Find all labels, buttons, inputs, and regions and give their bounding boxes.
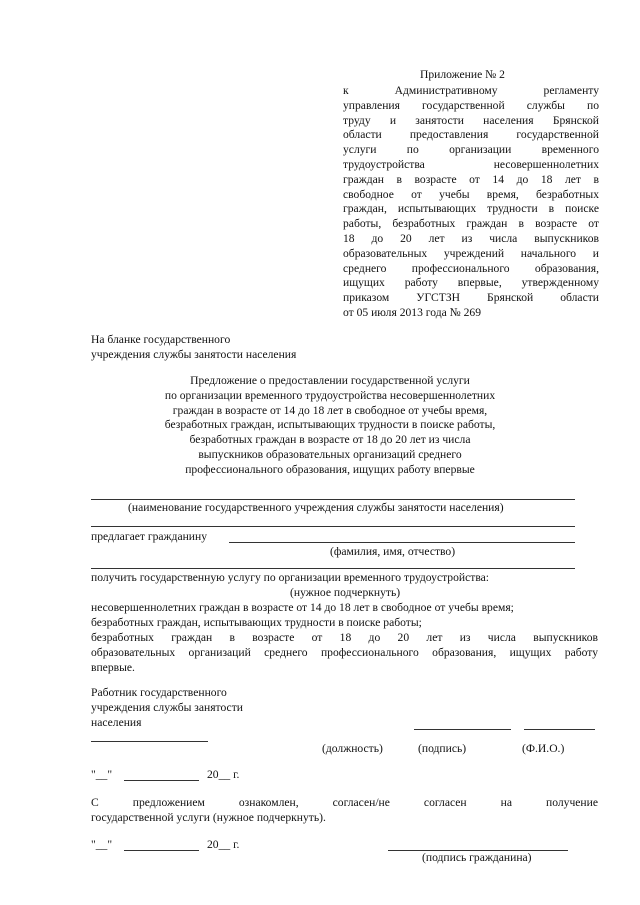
appendix-line: свободное от учебы время, безработных — [343, 187, 599, 201]
option-graduates[interactable] — [91, 631, 598, 675]
appendix-line: граждан, испытывающих трудности в поиске — [343, 202, 599, 216]
appendix-line: 18 до 20 лет из числа выпускников — [343, 231, 599, 245]
appendix-line: граждан в возрасте от 14 до 18 лет в — [343, 172, 599, 186]
worker-label-line: населения — [91, 716, 142, 729]
worker-position-field[interactable] — [91, 741, 208, 742]
letterhead-line: На бланке государственного — [91, 333, 231, 346]
worker-signature-field[interactable] — [414, 729, 511, 730]
appendix-line: труду и занятости населения Брянской — [343, 113, 599, 127]
appendix-line: к Административному регламенту — [343, 84, 599, 97]
appendix-line: работы, безработных граждан в возрасте от — [343, 217, 599, 231]
date2-year[interactable]: 20__ г. — [207, 838, 240, 851]
proposal-title-line: выпускников образовательных организаций среднего — [198, 447, 462, 461]
appendix-text — [343, 84, 599, 321]
institution-caption: (наименование государственного учреждения службы занятости населения) — [128, 501, 504, 514]
letterhead-note — [91, 333, 351, 363]
option-graduates-line: образовательных организаций среднего профессионального образования, ищущих работу — [91, 645, 598, 659]
proposal-title-line: безработных граждан, испытывающих трудности в поиске работы, — [164, 418, 496, 432]
appendix-line: ищущих работу впервые, утвержденному — [343, 276, 599, 290]
proposal-title-line: граждан в возрасте от 14 до 18 лет в свободное от учебы время, — [172, 403, 488, 417]
option-unemployed-difficulty[interactable]: безработных граждан, испытывающих трудности в поиске работы; — [91, 616, 422, 629]
acquainted-statement — [91, 796, 598, 826]
acquainted-line: государственной услуги (нужное подчеркнуть). — [91, 810, 326, 824]
citizen-signature-caption: (подпись гражданина) — [422, 851, 532, 864]
option-graduates-line: безработных граждан в возрасте от 18 до 20 лет из числа выпускников — [91, 631, 598, 644]
worker-label-line: учреждения службы занятости — [91, 701, 243, 714]
institution-name-field[interactable] — [91, 499, 575, 500]
date-month-field[interactable] — [124, 780, 199, 781]
institution-name-field-2[interactable] — [91, 526, 575, 527]
worker-label-line: Работник государственного — [91, 686, 227, 699]
caption-signature: (подпись) — [418, 742, 467, 755]
proposal-title — [120, 374, 540, 478]
offers-label: предлагает гражданину — [91, 530, 207, 543]
appendix-line: трудоустройства несовершеннолетних — [343, 157, 599, 171]
underline-note: (нужное подчеркнуть) — [290, 586, 401, 599]
proposal-title-line: Предложение о предоставлении государственной услуги — [190, 374, 470, 387]
date2-day[interactable]: "__" — [91, 838, 113, 851]
fio-caption: (фамилия, имя, отчество) — [330, 545, 456, 558]
option-minors[interactable]: несовершеннолетних граждан в возрасте от 14 до 18 лет в свободное от учебы время; — [91, 601, 514, 614]
appendix-line: образовательных учреждений начального и — [343, 246, 599, 260]
date2-month-field[interactable] — [124, 850, 199, 851]
caption-fio: (Ф.И.О.) — [522, 742, 565, 755]
appendix-line: приказом УГСТЗН Брянской области — [343, 291, 599, 305]
citizen-name-field-2[interactable] — [91, 568, 575, 569]
date-year[interactable]: 20__ г. — [207, 768, 240, 781]
citizen-name-field[interactable] — [229, 542, 575, 543]
proposal-title-line: безработных граждан в возрасте от 18 до 20 лет из числа — [189, 433, 471, 447]
proposal-title-line: по организации временного трудоустройства несовершеннолетних — [164, 388, 496, 402]
appendix-line: среднего профессионального образования, — [343, 261, 599, 275]
appendix-line: управления государственной службы по — [343, 98, 599, 112]
letterhead-line: учреждения службы занятости населения — [91, 347, 297, 361]
receive-text: получить государственную услугу по организации временного трудоустройства: — [91, 571, 490, 584]
appendix-title: Приложение № 2 — [420, 68, 505, 81]
worker-fio-field[interactable] — [524, 729, 595, 730]
appendix-line: от 05 июля 2013 года № 269 — [343, 305, 482, 319]
proposal-title-line: профессионального образования, ищущих работу впервые — [185, 462, 475, 476]
date-day[interactable]: "__" — [91, 768, 113, 781]
caption-position: (должность) — [322, 742, 383, 755]
appendix-line: услуги по организации временного — [343, 143, 599, 157]
option-graduates-line: впервые. — [91, 660, 135, 674]
appendix-line: области предоставления государственной — [343, 128, 599, 142]
acquainted-line: С предложением ознакомлен, согласен/не согласен на получение — [91, 796, 598, 809]
